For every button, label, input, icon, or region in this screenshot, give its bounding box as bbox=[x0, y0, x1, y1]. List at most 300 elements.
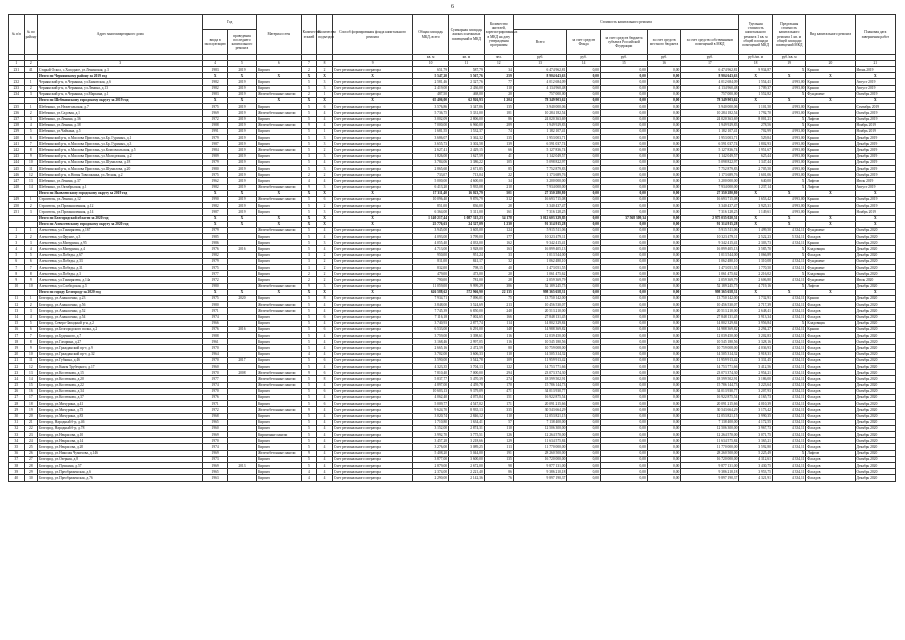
table-cell: 841,17 bbox=[449, 258, 485, 264]
table-cell: 3 071,75 bbox=[739, 432, 773, 438]
table-cell: 0,00 bbox=[567, 351, 601, 357]
table-cell: 20 bbox=[484, 271, 513, 277]
table-cell: 4 033,00 bbox=[449, 240, 485, 246]
table-cell: Железобетонные панели bbox=[256, 308, 301, 314]
table-cell: Железобетонные панели bbox=[256, 196, 301, 202]
table-cell: 3 992,70 bbox=[413, 432, 449, 438]
table-cell: Октябрь 2019 bbox=[855, 116, 895, 122]
column-number-cell: 15 bbox=[600, 61, 647, 67]
table-cell: 0,00 bbox=[600, 314, 647, 320]
table-cell: 4 334,11 bbox=[772, 314, 806, 320]
table-cell: 4 321,91 bbox=[739, 475, 773, 481]
table-cell: Фасадов bbox=[806, 364, 855, 370]
table-cell: 11 770 000,00 bbox=[513, 444, 567, 450]
table-cell: 3 524,69 bbox=[449, 302, 485, 308]
table-cell: 3 877,00 bbox=[413, 456, 449, 462]
table-cell: 9 999,29 bbox=[449, 283, 485, 289]
table-cell: Кирпич bbox=[256, 209, 301, 215]
table-cell: Кирпич bbox=[256, 357, 301, 363]
table-cell: 5 bbox=[301, 382, 317, 388]
table-cell: Счет регионального оператора bbox=[332, 128, 412, 134]
table-cell: 1976 bbox=[203, 246, 228, 252]
table-cell: 1 653,42 bbox=[739, 196, 773, 202]
table-cell: Счет регионального оператора bbox=[332, 258, 412, 264]
table-cell: 4 036,93 bbox=[739, 345, 773, 351]
table-cell: 29 bbox=[24, 469, 37, 475]
table-cell: 1962 bbox=[203, 178, 228, 184]
table-cell: 278,56 bbox=[739, 122, 773, 128]
table-cell: 3 605,00 bbox=[449, 227, 485, 233]
table-cell: 3 967,73 bbox=[739, 425, 773, 431]
table-cell: 0,00 bbox=[567, 376, 601, 382]
table-cell: Фасадов bbox=[806, 333, 855, 339]
table-cell: Железобетонные панели bbox=[256, 450, 301, 456]
table-cell: 41 bbox=[484, 153, 513, 159]
table-cell: 0,00 bbox=[567, 265, 601, 271]
header-cost-total: Всего bbox=[513, 30, 567, 55]
table-cell: 22 bbox=[484, 172, 513, 178]
table-cell: Шебекино, ул.Ленина, д.36 bbox=[38, 116, 203, 122]
table-cell: 28 bbox=[484, 277, 513, 283]
table-cell: 5 bbox=[301, 166, 317, 172]
table-cell: Кирпич bbox=[256, 104, 301, 110]
table-cell: 9 877 131,00 bbox=[681, 463, 739, 469]
table-cell: 2019 bbox=[227, 79, 256, 85]
table-cell: Фасадов bbox=[806, 438, 855, 444]
table-cell: 757 000,00 bbox=[681, 91, 739, 97]
table-cell: Счет регионального оператора bbox=[332, 444, 412, 450]
table-cell: 1982 bbox=[203, 252, 228, 258]
header-num: № п/п bbox=[9, 15, 25, 55]
table-cell: 5 bbox=[301, 314, 317, 320]
table-cell: Белгород, Народный б-р, д.46 bbox=[38, 419, 203, 425]
table-cell: 0,00 bbox=[647, 320, 681, 326]
table-cell: 28 bbox=[484, 203, 513, 209]
table-cell: 2 bbox=[317, 258, 333, 264]
table-cell: 34 bbox=[484, 67, 513, 73]
table-cell: Кирпич bbox=[256, 135, 301, 141]
table-cell: 7 752 879,83 bbox=[681, 166, 739, 172]
column-number-cell: 10 bbox=[413, 61, 449, 67]
table-cell: Крыши bbox=[806, 326, 855, 332]
table-cell: 3 686,07 bbox=[413, 135, 449, 141]
table-cell: 4 334,11 bbox=[772, 357, 806, 363]
table-cell: Октябрь 2020 bbox=[855, 258, 895, 264]
table-cell: 7 316 128,25 bbox=[513, 209, 567, 215]
table-cell: Кирпич bbox=[256, 326, 301, 332]
table-cell: 23 bbox=[24, 432, 37, 438]
table-cell: 77 bbox=[484, 79, 513, 85]
table-cell: 18 599 502,91 bbox=[681, 376, 739, 382]
table-cell: 0,00 bbox=[600, 240, 647, 246]
table-cell: 126 bbox=[484, 432, 513, 438]
table-cell: X bbox=[739, 73, 773, 79]
table-cell: Счет регионального оператора bbox=[332, 153, 412, 159]
table-cell: Крыши bbox=[806, 122, 855, 128]
table-cell: Алексеевка, ул.Слободская, д.5 bbox=[38, 283, 203, 289]
table-cell: Шебекино, ул.Нежегольская, д.7 bbox=[38, 104, 203, 110]
table-cell: 244 bbox=[9, 159, 25, 165]
table-cell: Кирпич bbox=[256, 345, 301, 351]
table-cell: 0,00 bbox=[567, 419, 601, 425]
table-cell: 5 bbox=[301, 159, 317, 165]
table-body bbox=[9, 67, 896, 482]
table-cell: 0,00 bbox=[600, 425, 647, 431]
table-cell: 2 705,50 bbox=[739, 166, 773, 172]
table-cell: Алексеевка, ул.Мичурина, д.4 bbox=[38, 246, 203, 252]
table-cell: 0,00 bbox=[567, 234, 601, 240]
table-cell: 13 750 142,00 bbox=[681, 295, 739, 301]
table-cell: 14 bbox=[24, 184, 37, 190]
table-cell: 52 189 245,75 bbox=[681, 283, 739, 289]
table-cell: 0,00 bbox=[600, 456, 647, 462]
table-cell: Итого по Алексеевскому городскому округу за 2020 год bbox=[38, 221, 203, 227]
table-cell: 0,00 bbox=[647, 135, 681, 141]
table-cell: 6 474 962,81 bbox=[513, 67, 567, 73]
table-cell: 0,00 bbox=[600, 283, 647, 289]
table-cell: 0,00 bbox=[567, 302, 601, 308]
table-cell: 23 073 374,30 bbox=[513, 370, 567, 376]
table-cell: Счет регионального оператора bbox=[332, 450, 412, 456]
table-cell: 1 087 315,23 bbox=[449, 215, 485, 221]
table-cell: 5 bbox=[24, 320, 37, 326]
table-cell: 1 709,37 bbox=[739, 85, 773, 91]
table-cell: 572 966,90 bbox=[449, 289, 485, 295]
table-cell: 0,00 bbox=[647, 376, 681, 382]
table-cell: 0,00 bbox=[567, 283, 601, 289]
table-cell: 0,00 bbox=[647, 289, 681, 295]
table-cell: 294 bbox=[484, 370, 513, 376]
table-cell: 247 bbox=[9, 178, 25, 184]
table-cell: 1972 bbox=[203, 116, 228, 122]
table-cell: 3 799,00 bbox=[449, 234, 485, 240]
table-cell: X bbox=[806, 97, 855, 103]
table-cell: 30 543 664,29 bbox=[681, 407, 739, 413]
table-cell: 10 bbox=[24, 159, 37, 165]
table-cell: 0,00 bbox=[600, 333, 647, 339]
table-cell: Счет регионального оператора bbox=[332, 246, 412, 252]
table-cell: 0,00 bbox=[647, 91, 681, 97]
table-cell: Кирпич bbox=[256, 401, 301, 407]
table-cell: X bbox=[855, 190, 895, 196]
table-cell: 0,00 bbox=[600, 203, 647, 209]
table-cell: 0,00 bbox=[600, 252, 647, 258]
table-cell: 5 bbox=[301, 110, 317, 116]
table-cell: Шебекино, ул.Ленина, д.37 bbox=[38, 178, 203, 184]
table-cell: 3 bbox=[317, 79, 333, 85]
table-cell: Счет регионального оператора bbox=[332, 388, 412, 394]
table-cell: X bbox=[806, 289, 855, 295]
table-cell: 4 bbox=[317, 110, 333, 116]
table-cell: 0,00 bbox=[567, 246, 601, 252]
table-cell: 0,00 bbox=[600, 234, 647, 240]
table-cell: 2019 bbox=[227, 153, 256, 159]
table-cell: Кирпич bbox=[256, 463, 301, 469]
table-cell: 1 473 051,55 bbox=[681, 265, 739, 271]
table-cell: 4 bbox=[317, 432, 333, 438]
table-cell: 12 264 570,00 bbox=[681, 432, 739, 438]
table-cell: 29 bbox=[9, 407, 25, 413]
table-cell: Декабрь 2019 bbox=[855, 153, 895, 159]
table-cell: 4 134 960,48 bbox=[681, 85, 739, 91]
table-cell: 274 bbox=[484, 376, 513, 382]
table-cell: 0,00 bbox=[600, 227, 647, 233]
table-cell: 1969 bbox=[203, 463, 228, 469]
table-cell: 1 770,50 bbox=[739, 265, 773, 271]
table-cell: 1987 bbox=[203, 209, 228, 215]
table-cell: X bbox=[772, 91, 806, 97]
table-cell: X bbox=[256, 97, 301, 103]
table-cell: 181 bbox=[484, 110, 513, 116]
table-cell: 0,00 bbox=[647, 258, 681, 264]
table-cell: 0,00 bbox=[600, 326, 647, 332]
table-cell: 3 bbox=[24, 240, 37, 246]
table-cell: 702,99 bbox=[739, 128, 773, 134]
table-cell: X bbox=[806, 190, 855, 196]
table-cell: 1985 bbox=[203, 234, 228, 240]
table-cell: Фундамент bbox=[806, 277, 855, 283]
table-cell: 0,00 bbox=[600, 153, 647, 159]
table-cell: Счет регионального оператора bbox=[332, 85, 412, 91]
table-cell: 0,00 bbox=[647, 394, 681, 400]
table-cell: 21 bbox=[9, 357, 25, 363]
table-cell: 14 505 314,32 bbox=[513, 351, 567, 357]
table-cell: Кирпич bbox=[256, 141, 301, 147]
table-cell: 1 062 480,10 bbox=[513, 258, 567, 264]
table-cell: Ноябрь 2019 bbox=[855, 128, 895, 134]
table-cell: 14 988 369,82 bbox=[513, 326, 567, 332]
table-cell: Кирпич bbox=[256, 67, 301, 73]
table-cell: 2016 bbox=[227, 326, 256, 332]
table-cell: 5 bbox=[301, 104, 317, 110]
table-cell: 2 bbox=[317, 271, 333, 277]
table-cell: Фасадов bbox=[806, 351, 855, 357]
table-cell: Чернянский р-н, п.Чернянка, ул.Маркина, д.1 bbox=[38, 91, 203, 97]
table-cell: Октябрь 2019 bbox=[855, 196, 895, 202]
table-cell: X bbox=[203, 215, 228, 221]
table-cell: Белгород, Народный б-р, д.78 bbox=[38, 425, 203, 431]
table-cell: Кирпич bbox=[256, 172, 301, 178]
table-cell: Лифтов bbox=[806, 184, 855, 190]
table-cell: 1970 bbox=[203, 357, 228, 363]
table-cell: 5 bbox=[301, 308, 317, 314]
table-cell: 34 013 930,77 bbox=[681, 388, 739, 394]
table-cell: 0,00 bbox=[600, 104, 647, 110]
table-cell: Фасадов bbox=[806, 444, 855, 450]
table-cell: 1983 bbox=[203, 91, 228, 97]
table-cell: Декабрь 2020 bbox=[855, 345, 895, 351]
table-cell: Крыши bbox=[806, 67, 855, 73]
table-cell: 233 bbox=[9, 85, 25, 91]
table-cell: Фундамент bbox=[806, 91, 855, 97]
table-cell: Фасадов bbox=[806, 456, 855, 462]
table-cell: 9 bbox=[24, 345, 37, 351]
table-cell: 3 704,13 bbox=[449, 364, 485, 370]
table-cell: 4 713,00 bbox=[413, 246, 449, 252]
table-cell: 2019 bbox=[227, 104, 256, 110]
table-cell: 28 bbox=[9, 401, 25, 407]
table-cell: 4 bbox=[317, 234, 333, 240]
table-cell: 1 bbox=[24, 295, 37, 301]
table-cell: 3 276,00 bbox=[413, 444, 449, 450]
table-cell: 0,00 bbox=[647, 97, 681, 103]
column-number-cell: 19 bbox=[772, 61, 806, 67]
table-cell: 5 bbox=[301, 432, 317, 438]
table-cell: 2019 bbox=[227, 141, 256, 147]
table-cell: Белгород, ул.Апанасенко, д.52 bbox=[38, 308, 203, 314]
table-cell: 9 386 210,18 bbox=[513, 469, 567, 475]
table-cell: 0,00 bbox=[647, 456, 681, 462]
table-cell: 57 bbox=[484, 419, 513, 425]
table-cell: 6 bbox=[317, 401, 333, 407]
table-cell: 5 736,75 bbox=[413, 110, 449, 116]
table-cell: 1977 bbox=[203, 376, 228, 382]
table-cell: X bbox=[332, 221, 412, 227]
table-cell: Белгород, ул.Апанасенко, д.23 bbox=[38, 295, 203, 301]
table-cell: 151 bbox=[484, 394, 513, 400]
table-cell: 312 bbox=[484, 196, 513, 202]
table-cell: 0,00 bbox=[647, 196, 681, 202]
table-cell: Счет регионального оператора bbox=[332, 295, 412, 301]
table-cell: 1965 bbox=[203, 419, 228, 425]
table-cell: Декабрь 2020 bbox=[855, 252, 895, 258]
table-cell: 1975 bbox=[203, 172, 228, 178]
table-cell: 3 918,31 bbox=[739, 351, 773, 357]
table-cell: 1 061 475,62 bbox=[681, 271, 739, 277]
table-cell: 5 bbox=[301, 116, 317, 122]
table-cell: Декабрь 2020 bbox=[855, 370, 895, 376]
table-cell: 34 013 930,77 bbox=[513, 388, 567, 394]
table-cell: 0,00 bbox=[567, 333, 601, 339]
table-cell: 3 bbox=[317, 166, 333, 172]
table-cell: 4 600,00 bbox=[449, 178, 485, 184]
table-cell: 1 634,41 bbox=[449, 419, 485, 425]
table-cell: X bbox=[317, 221, 333, 227]
table-cell: 0,00 bbox=[600, 166, 647, 172]
table-cell: 0,00 bbox=[647, 308, 681, 314]
table-cell: 86 bbox=[484, 116, 513, 122]
table-cell: 110 bbox=[484, 425, 513, 431]
table-cell: 0,00 bbox=[567, 450, 601, 456]
table-cell: 16 023,79 bbox=[449, 190, 485, 196]
table-cell: Белгород, ул.Озерная, д.8 bbox=[38, 456, 203, 462]
table-cell: Шебекинский р-н, п.Маслова Пристань, ул.Шумилова, д.20 bbox=[38, 166, 203, 172]
table-cell: 1 061 475,62 bbox=[513, 271, 567, 277]
table-cell: 4 012 684,09 bbox=[513, 79, 567, 85]
table-cell: 0,00 bbox=[567, 364, 601, 370]
table-cell: Крыши bbox=[806, 209, 855, 215]
table-cell: 1977 bbox=[203, 271, 228, 277]
table-cell: 2 303,73 bbox=[739, 240, 773, 246]
table-cell: 2 581,46 bbox=[413, 79, 449, 85]
table-cell: Счет регионального оператора bbox=[332, 196, 412, 202]
table-cell: 0,00 bbox=[567, 258, 601, 264]
table-cell: 109 bbox=[484, 357, 513, 363]
table-cell: 9 934,87 bbox=[739, 67, 773, 73]
table-cell: 1963 bbox=[203, 475, 228, 481]
table-cell: 5 bbox=[301, 147, 317, 153]
table-cell: 16 bbox=[24, 388, 37, 394]
table-cell: 0,00 bbox=[600, 246, 647, 252]
table-cell: 37 568 309,34 bbox=[600, 215, 647, 221]
table-cell: 0,00 bbox=[567, 91, 601, 97]
table-cell: 0,00 bbox=[647, 246, 681, 252]
table-cell: 10 bbox=[24, 283, 37, 289]
table-cell: 1979 bbox=[203, 135, 228, 141]
table-cell: 2 975 035 020,51 bbox=[681, 215, 739, 221]
table-cell: Железобетонные панели bbox=[256, 91, 301, 97]
table-cell: Шебекинский р-н, п.Маслова Пристань, ул.Комсомольская, д.5 bbox=[38, 147, 203, 153]
table-cell: 2019 bbox=[227, 91, 256, 97]
table-cell: 3 002,09 bbox=[413, 116, 449, 122]
table-cell: 20 bbox=[9, 351, 25, 357]
table-cell: 2019 bbox=[227, 110, 256, 116]
table-cell: 5 bbox=[301, 240, 317, 246]
table-cell: 3 592,80 bbox=[739, 444, 773, 450]
table-cell: 1 237,14 bbox=[739, 184, 773, 190]
table-cell: Сентябрь 2019 bbox=[855, 104, 895, 110]
table-cell: 1976 bbox=[203, 394, 228, 400]
table-cell: 1975 bbox=[203, 104, 228, 110]
table-cell: 4 bbox=[317, 394, 333, 400]
table-cell: 0,00 bbox=[567, 432, 601, 438]
header-year: Год bbox=[203, 15, 257, 30]
table-cell: 1960 bbox=[203, 425, 228, 431]
table-cell: 0,00 bbox=[647, 227, 681, 233]
table-cell: X bbox=[301, 97, 317, 103]
table-cell: X bbox=[772, 252, 806, 258]
table-cell: 4 334,11 bbox=[772, 308, 806, 314]
table-cell: Кладовщик bbox=[806, 320, 855, 326]
table-cell: 8 bbox=[24, 147, 37, 153]
table-cell: 1979 bbox=[203, 159, 228, 165]
table-cell: 471 bbox=[484, 388, 513, 394]
table-cell: 23 073 374,30 bbox=[681, 370, 739, 376]
table-cell: 27 350 280,80 bbox=[513, 190, 567, 196]
table-cell: 3 913,34 bbox=[739, 314, 773, 320]
table-cell: 0,00 bbox=[647, 147, 681, 153]
table-cell: 0,00 bbox=[567, 159, 601, 165]
table-cell: X bbox=[332, 97, 412, 103]
table-cell: 6 413,20 bbox=[413, 184, 449, 190]
table-cell: 0,00 bbox=[600, 271, 647, 277]
table-cell: Алексеевка, ул.Тимирязева, д.14а bbox=[38, 277, 203, 283]
table-cell: 9 bbox=[301, 370, 317, 376]
table-cell: 2 bbox=[317, 252, 333, 258]
table-cell: 22 bbox=[9, 364, 25, 370]
table-cell: Декабрь 2020 bbox=[855, 450, 895, 456]
table-cell: 2 290,00 bbox=[413, 475, 449, 481]
table-cell: 26 bbox=[9, 388, 25, 394]
table-cell: 2019 bbox=[227, 116, 256, 122]
table-cell: 4 012 684,09 bbox=[681, 79, 739, 85]
table-cell: 1974 bbox=[203, 314, 228, 320]
table-cell: 12 bbox=[9, 302, 25, 308]
unit-cell: руб./кв. м bbox=[739, 55, 773, 61]
table-cell: Кирпич bbox=[256, 456, 301, 462]
table-cell: Итого по Яковлевскому городскому округу за 2019 год bbox=[38, 190, 203, 196]
table-cell: 3 223,64 bbox=[739, 382, 773, 388]
table-cell: 1 182 107,41 bbox=[513, 128, 567, 134]
table-cell: Чернянский р-н, п.Чернянка, ул.Ленина, д.13 bbox=[38, 85, 203, 91]
table-cell: 2 879,00 bbox=[413, 463, 449, 469]
table-cell: 998 365 658,31 bbox=[513, 289, 567, 295]
table-cell: 4 334,11 bbox=[772, 394, 806, 400]
table-cell: 5 127 836,74 bbox=[513, 147, 567, 153]
table-cell: Кирпич bbox=[256, 246, 301, 252]
table-cell: Счет регионального оператора bbox=[332, 166, 412, 172]
table-cell: Кирпич bbox=[256, 116, 301, 122]
